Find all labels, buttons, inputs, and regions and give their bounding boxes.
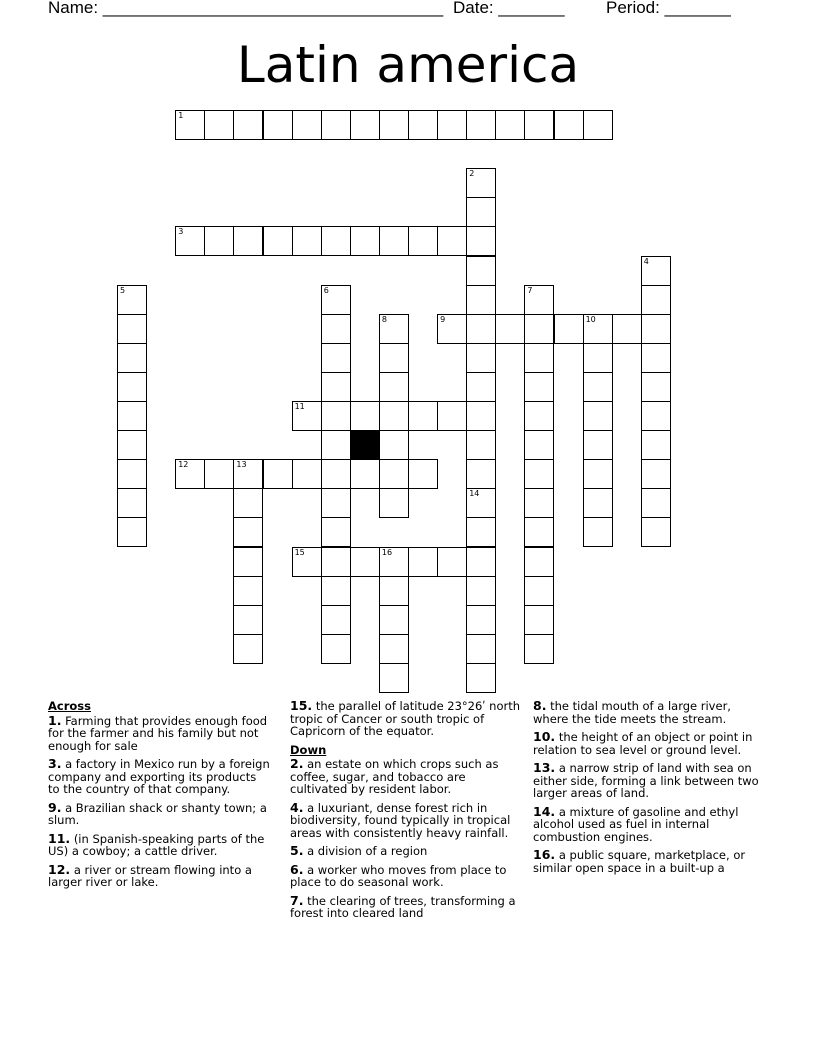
grid-cell[interactable] — [117, 372, 147, 402]
grid-cell[interactable] — [379, 401, 409, 431]
grid-cell[interactable] — [233, 517, 263, 547]
grid-cell[interactable] — [495, 110, 525, 140]
cell-number: 12 — [178, 460, 189, 470]
grid-cell[interactable] — [408, 459, 438, 489]
grid-cell[interactable] — [524, 605, 554, 635]
cell-number: 8 — [381, 314, 387, 324]
grid-cell[interactable] — [466, 634, 496, 664]
grid-cell[interactable] — [321, 343, 351, 373]
grid-cell[interactable] — [466, 663, 496, 693]
grid-cell[interactable] — [466, 430, 496, 460]
grid-cell[interactable] — [524, 372, 554, 402]
grid-cell[interactable] — [437, 401, 467, 431]
grid-cell[interactable] — [379, 605, 409, 635]
down-clue-4: 4. a luxuriant, dense forest rich in biodiversity, found typically in tropical areas with consistently heavy rainfall. — [290, 799, 511, 840]
grid-cell[interactable] — [379, 663, 409, 693]
grid-cell[interactable] — [379, 459, 409, 489]
grid-cell[interactable] — [583, 314, 613, 344]
grid-cell[interactable] — [641, 372, 671, 402]
grid-cell[interactable] — [233, 634, 263, 664]
grid-cell[interactable] — [641, 256, 671, 286]
grid-cell[interactable] — [437, 110, 467, 140]
grid-cell[interactable] — [379, 576, 409, 606]
down-clue-10: 10. the height of an object or point in relation to sea level or ground level. — [533, 729, 753, 757]
clues-column-2 — [290, 700, 526, 926]
grid-cell[interactable] — [321, 547, 351, 577]
grid-cell[interactable] — [321, 459, 351, 489]
grid-cell[interactable] — [117, 459, 147, 489]
grid-cell[interactable] — [204, 459, 234, 489]
grid-cell[interactable] — [583, 401, 613, 431]
grid-cell[interactable] — [583, 372, 613, 402]
down-clue-7: 7. the clearing of trees, transforming a forest into cleared land — [290, 892, 516, 920]
grid-cell[interactable] — [524, 459, 554, 489]
grid-cell[interactable] — [641, 285, 671, 315]
grid-cell[interactable] — [583, 488, 613, 518]
grid-cell[interactable] — [524, 110, 554, 140]
grid-cell[interactable] — [233, 226, 263, 256]
grid-cell[interactable] — [583, 430, 613, 460]
down-clue-8: 8. the tidal mouth of a large river, where the tide meets the stream. — [533, 698, 731, 726]
grid-cell[interactable] — [350, 547, 380, 577]
grid-cell[interactable] — [554, 110, 584, 140]
grid-cell[interactable] — [233, 459, 263, 489]
grid-cell[interactable] — [117, 401, 147, 431]
grid-cell[interactable] — [379, 372, 409, 402]
cell-number: 13 — [236, 460, 247, 470]
grid-cell[interactable] — [204, 226, 234, 256]
grid-cell[interactable] — [379, 314, 409, 344]
grid-cell[interactable] — [292, 226, 322, 256]
grid-cell[interactable] — [292, 547, 322, 577]
down-clue-13: 13. a narrow strip of land with sea on either side, forming a link between two larger areas of land. — [533, 760, 759, 800]
puzzle-title: Latin america — [236, 36, 580, 94]
clues-column-3 — [533, 700, 765, 880]
grid-cell[interactable] — [233, 576, 263, 606]
down-clue-14: 14. a mixture of gasoline and ethyl alcohol used as fuel in internal combustion engines. — [533, 803, 739, 844]
cell-number: 15 — [294, 547, 305, 557]
grid-cell[interactable] — [321, 430, 351, 460]
grid-cell[interactable] — [554, 314, 584, 344]
cell-number: 3 — [178, 227, 184, 237]
down-heading: Down — [290, 742, 327, 757]
grid-cell[interactable] — [524, 314, 554, 344]
grid-cell[interactable] — [321, 634, 351, 664]
grid-cell[interactable] — [350, 459, 380, 489]
grid-cell[interactable] — [641, 459, 671, 489]
black-square — [350, 430, 380, 460]
down-clue-2: 2. an estate on which crops such as coffee, sugar, and tobacco are cultivated by resident labor. — [290, 756, 499, 796]
cell-number: 14 — [469, 489, 480, 499]
grid-cell[interactable] — [263, 110, 293, 140]
grid-cell[interactable] — [263, 459, 293, 489]
grid-cell[interactable] — [379, 226, 409, 256]
grid-cell[interactable] — [350, 226, 380, 256]
cell-number: 10 — [585, 314, 596, 324]
grid-cell[interactable] — [117, 285, 147, 315]
grid-cell[interactable] — [117, 488, 147, 518]
grid-cell[interactable] — [466, 168, 496, 198]
clues-column-1 — [48, 700, 270, 895]
grid-cell[interactable] — [641, 314, 671, 344]
grid-cell[interactable] — [233, 605, 263, 635]
grid-cell[interactable] — [524, 576, 554, 606]
across-clue-11: 11. (in Spanish-speaking parts of the US) a cowboy; a cattle driver. — [48, 830, 265, 858]
grid-cell[interactable] — [466, 110, 496, 140]
grid-cell[interactable] — [117, 517, 147, 547]
grid-cell[interactable] — [379, 343, 409, 373]
grid-cell[interactable] — [175, 226, 205, 256]
grid-cell[interactable] — [437, 226, 467, 256]
grid-cell[interactable] — [379, 430, 409, 460]
down-clue-16: 16. a public square, marketplace, or similar open space in a built-up a — [533, 847, 746, 875]
grid-cell[interactable] — [466, 517, 496, 547]
across-clue-15: 15. the parallel of latitude 23°26ʹ north tropic of Cancer or south tropic of Capricorn of the equator. — [290, 698, 521, 738]
date-field[interactable]: Date: _______ — [453, 0, 565, 17]
grid-cell[interactable] — [524, 488, 554, 518]
grid-cell[interactable] — [524, 430, 554, 460]
grid-cell[interactable] — [524, 634, 554, 664]
grid-cell[interactable] — [466, 285, 496, 315]
grid-cell[interactable] — [408, 226, 438, 256]
grid-cell[interactable] — [233, 488, 263, 518]
grid-cell[interactable] — [583, 517, 613, 547]
across-clue-12: 12. a river or stream flowing into a larger river or lake. — [48, 861, 252, 889]
grid-cell[interactable] — [175, 459, 205, 489]
grid-cell[interactable] — [466, 459, 496, 489]
cell-number: 16 — [381, 547, 393, 557]
cell-number: 9 — [440, 314, 446, 324]
grid-cell[interactable] — [612, 314, 642, 344]
grid-cell[interactable] — [466, 401, 496, 431]
grid-cell[interactable] — [321, 372, 351, 402]
grid-cell[interactable] — [350, 110, 380, 140]
cell-number: 4 — [643, 256, 649, 266]
across-clue-3: 3. a factory in Mexico run by a foreign company and exporting its products to the country of that company. — [48, 756, 270, 796]
grid-cell[interactable] — [583, 343, 613, 373]
grid-cell[interactable] — [524, 517, 554, 547]
grid-cell[interactable] — [437, 547, 467, 577]
grid-cell[interactable] — [233, 547, 263, 577]
grid-cell[interactable] — [641, 430, 671, 460]
grid-cell[interactable] — [379, 488, 409, 518]
grid-cell[interactable] — [379, 110, 409, 140]
grid-cell[interactable] — [350, 401, 380, 431]
grid-cell[interactable] — [466, 343, 496, 373]
grid-cell[interactable] — [321, 576, 351, 606]
grid-cell[interactable] — [292, 459, 322, 489]
grid-cell[interactable] — [466, 605, 496, 635]
cell-number: 7 — [527, 285, 533, 295]
grid-cell[interactable] — [466, 314, 496, 344]
grid-cell[interactable] — [379, 547, 409, 577]
grid-cell[interactable] — [524, 285, 554, 315]
grid-cell[interactable] — [117, 314, 147, 344]
period-field[interactable]: Period: _______ — [606, 0, 731, 17]
grid-cell[interactable] — [466, 576, 496, 606]
grid-cell[interactable] — [466, 372, 496, 402]
down-clue-5: 5. a division of a region — [290, 843, 428, 858]
grid-cell[interactable] — [408, 110, 438, 140]
grid-cell[interactable] — [175, 110, 205, 140]
grid-cell[interactable] — [524, 343, 554, 373]
grid-cell[interactable] — [117, 430, 147, 460]
grid-cell[interactable] — [204, 110, 234, 140]
grid-cell[interactable] — [292, 110, 322, 140]
grid-cell[interactable] — [583, 110, 613, 140]
grid-cell[interactable] — [321, 226, 351, 256]
across-clue-1: 1. Farming that provides enough food for the farmer and his family but not enough for sale — [48, 712, 268, 753]
across-heading: Across — [48, 699, 91, 713]
grid-cell[interactable] — [524, 547, 554, 577]
grid-cell[interactable] — [233, 110, 263, 140]
grid-cell[interactable] — [583, 459, 613, 489]
grid-cell[interactable] — [437, 314, 467, 344]
cell-number: 5 — [120, 285, 126, 295]
grid-cell[interactable] — [117, 343, 147, 373]
grid-cell[interactable] — [641, 343, 671, 373]
grid-cell[interactable] — [466, 226, 496, 256]
grid-cell[interactable] — [321, 488, 351, 518]
cell-number: 1 — [178, 111, 184, 120]
grid-cell[interactable] — [321, 285, 351, 315]
grid-cell[interactable] — [524, 401, 554, 431]
across-clue-9: 9. a Brazilian shack or shanty town; a slum. — [48, 799, 267, 827]
cell-number: 2 — [469, 169, 475, 179]
grid-cell[interactable] — [466, 197, 496, 227]
grid-cell[interactable] — [466, 547, 496, 577]
grid-cell[interactable] — [466, 488, 496, 518]
grid-cell[interactable] — [641, 517, 671, 547]
name-field[interactable]: Name: ____________________________________ — [48, 0, 444, 17]
grid-cell[interactable] — [321, 401, 351, 431]
grid-cell[interactable] — [641, 488, 671, 518]
grid-cell[interactable] — [466, 256, 496, 286]
grid-cell[interactable] — [408, 547, 438, 577]
down-clue-6: 6. a worker who moves from place to place to do seasonal work. — [290, 861, 507, 889]
grid-cell[interactable] — [263, 226, 293, 256]
grid-cell[interactable] — [292, 401, 322, 431]
grid-cell[interactable] — [321, 517, 351, 547]
grid-cell[interactable] — [641, 401, 671, 431]
grid-cell[interactable] — [495, 314, 525, 344]
grid-cell[interactable] — [321, 605, 351, 635]
cell-number: 11 — [294, 402, 305, 411]
grid-cell[interactable] — [321, 314, 351, 344]
grid-cell[interactable] — [321, 110, 351, 140]
grid-cell[interactable] — [379, 634, 409, 664]
cell-number: 6 — [323, 285, 329, 295]
grid-cell[interactable] — [408, 401, 438, 431]
